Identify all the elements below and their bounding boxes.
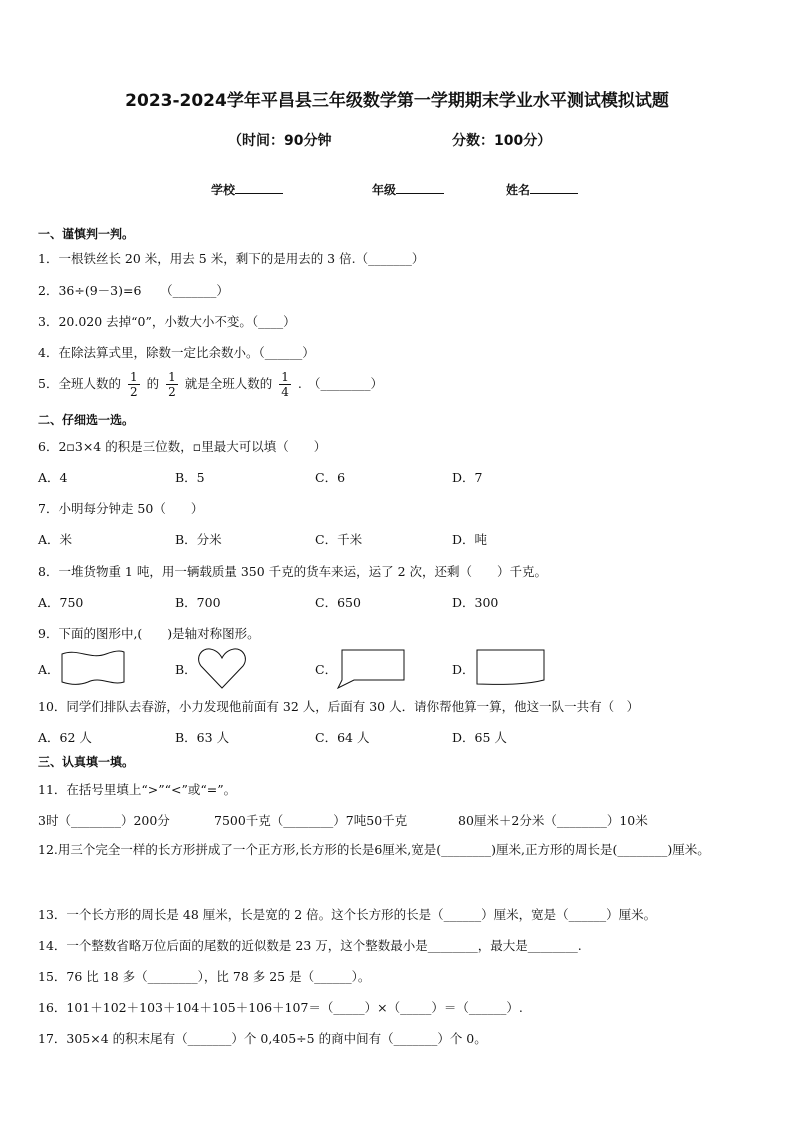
question-8: 8．一堆货物重 1 吨，用一辆载质量 350 千克的货车来运，运了 2 次，还剩（ ）千克。: [38, 564, 548, 579]
question-2: 2．36÷(9－3)=6 （_______）: [38, 283, 229, 298]
q10-option-c[interactable]: C．64 人: [315, 730, 370, 745]
q6-option-d[interactable]: D．7: [452, 470, 483, 485]
question-15: 15．76 比 18 多（________），比 78 多 25 是（______）。: [38, 969, 371, 984]
rectangle-shape-icon: [474, 648, 548, 688]
q7-option-d[interactable]: D．吨: [452, 532, 488, 547]
q7-option-a[interactable]: A．米: [38, 532, 73, 547]
q11-item-1: 3时（________）200分: [38, 813, 170, 828]
section-fill: 三、认真填一填。: [38, 755, 135, 769]
q11-item-3: 80厘米＋2分米（________）10米: [458, 813, 648, 828]
q8-option-d[interactable]: D．300: [452, 595, 499, 610]
q10-option-b[interactable]: B．63 人: [175, 730, 230, 745]
heart-shape-icon: [197, 646, 247, 690]
q6-option-a[interactable]: A．4: [38, 470, 68, 485]
question-14: 14．一个整数省略万位后面的尾数的近似数是 23 万，这个整数最小是________，最大是________.: [38, 938, 582, 953]
question-17: 17．305×4 的积末尾有（_______）个 0,405÷5 的商中间有（_______）个 0。: [38, 1031, 487, 1046]
flag-shape-icon: [60, 648, 126, 688]
question-4: 4．在除法算式里，除数一定比余数小。（______）: [38, 345, 315, 360]
q10-option-a[interactable]: A．62 人: [38, 730, 92, 745]
question-9: 9．下面的图形中,( )是轴对称图形。: [38, 626, 260, 641]
q6-option-b[interactable]: B．5: [175, 470, 205, 485]
fraction-half-2: $\frac{1}{2}$: [168, 370, 176, 399]
question-5: 5．全班人数的 $\frac{1}{2}$ 的 $\frac{1}{2}$ 就是全班人数的 $\frac{1}{4}$ . （________）: [38, 370, 384, 399]
school-field[interactable]: 学校: [211, 181, 283, 198]
q9-option-c[interactable]: C．: [315, 662, 338, 677]
q8-option-c[interactable]: C．650: [315, 595, 361, 610]
question-11: 11．在括号里填上“>”“<”或“=”。: [38, 782, 237, 797]
q9-option-b[interactable]: B．: [175, 662, 197, 677]
q10-option-d[interactable]: D．65 人: [452, 730, 507, 745]
speech-box-shape-icon: [336, 648, 408, 690]
q8-option-a[interactable]: A．750: [38, 595, 84, 610]
q7-option-c[interactable]: C．千米: [315, 532, 363, 547]
total-score: 分数：100分）: [452, 133, 552, 149]
question-7: 7．小明每分钟走 50（ ）: [38, 501, 204, 516]
q8-option-b[interactable]: B．700: [175, 595, 221, 610]
page-title: 2023-2024学年平昌县三年级数学第一学期期末学业水平测试模拟试题: [125, 91, 669, 111]
name-field[interactable]: 姓名: [506, 181, 578, 198]
question-12: 12.用三个完全一样的长方形拼成了一个正方形,长方形的长是6厘米,宽是(________)厘米,正方形的周长是(________)厘米。: [38, 842, 710, 857]
question-6: 6．2▫3×4 的积是三位数，▫里最大可以填（ ）: [38, 439, 327, 454]
section-judge: 一、谨慎判一判。: [38, 227, 135, 241]
q9-option-d[interactable]: D．: [452, 662, 475, 677]
q7-option-b[interactable]: B．分米: [175, 532, 222, 547]
section-choice: 二、仔细选一选。: [38, 413, 135, 427]
time-limit: （时间：90分钟: [228, 133, 332, 149]
q6-option-c[interactable]: C．6: [315, 470, 346, 485]
fraction-quarter: $\frac{1}{4}$: [281, 370, 289, 399]
q11-item-2: 7500千克（________）7吨50千克: [214, 813, 408, 828]
question-10: 10．同学们排队去春游，小力发现他前面有 32 人，后面有 30 人．请你帮他算一算，他这一队一共有（ ）: [38, 699, 640, 714]
fraction-half-1: $\frac{1}{2}$: [129, 370, 138, 399]
question-16: 16．101＋102＋103＋104＋105＋106＋107＝（_____）×（_____）＝（______）.: [38, 1000, 523, 1015]
question-13: 13．一个长方形的周长是 48 厘米，长是宽的 2 倍。这个长方形的长是（______）厘米，宽是（______）厘米。: [38, 907, 657, 922]
question-3: 3．20.020 去掉“0”，小数大小不变。（____）: [38, 314, 296, 329]
q9-option-a[interactable]: A．: [38, 662, 60, 677]
question-1: 1．一根铁丝长 20 米，用去 5 米，剩下的是用去的 3 倍.（_______）: [38, 251, 425, 266]
grade-field[interactable]: 年级: [372, 181, 444, 198]
